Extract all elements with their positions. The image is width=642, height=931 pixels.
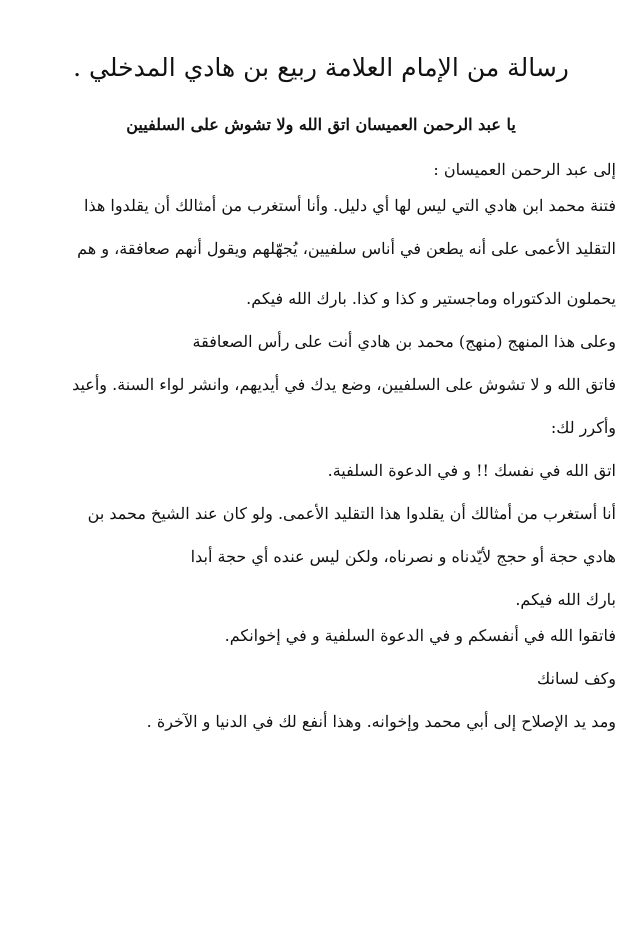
letter-line: بارك الله فيكم. <box>515 590 616 609</box>
letter-line: وأكرر لك: <box>550 418 616 437</box>
letter-line: أنا أستغرب من أمثالك أن يقلدوا هذا التقليد الأعمى. ولو كان عند الشيخ محمد بن <box>87 504 616 523</box>
letter-line: فاتقوا الله في أنفسكم و في الدعوة السلفية و في إخوانكم. <box>224 626 616 645</box>
document-title: رسالة من الإمام العلامة ربيع بن هادي المدخلي . <box>73 53 569 82</box>
letter-line: ومد يد الإصلاح إلى أبي محمد وإخوانه. وهذا أنفع لك في الدنيا و الآخرة . <box>146 712 616 731</box>
letter-line: فتنة محمد ابن هادي التي ليس لها أي دليل. وأنا أستغرب من أمثالك أن يقلدوا هذا <box>84 196 616 215</box>
letter-line: وعلى هذا المنهج (منهج) محمد بن هادي أنت على رأس الصعافقة <box>192 332 616 351</box>
letter-line: فاتق الله و لا تشوش على السلفيين، وضع يدك في أيديهم، وانشر لواء السنة. وأعيد <box>72 375 616 394</box>
letter-line: وكف لسانك <box>537 669 616 688</box>
document-subtitle: يا عبد الرحمن العميسان اتق الله ولا تشوش على السلفيين <box>126 115 516 134</box>
letter-body <box>56 152 616 740</box>
letter-line: التقليد الأعمى على أنه يطعن في أناس سلفيين، يُجهّلهم ويقول أنهم صعافقة، و هم <box>77 239 616 258</box>
letter-line: يحملون الدكتوراه وماجستير و كذا و كذا. بارك الله فيكم. <box>246 289 616 308</box>
letter-line: هادي حجة أو حجج لأيّدناه و نصرناه، ولكن ليس عنده أي حجة أبدا <box>190 547 616 566</box>
letter-line: إلى عبد الرحمن العميسان : <box>433 160 616 179</box>
letter-line: اتق الله في نفسك !! و في الدعوة السلفية. <box>327 461 616 480</box>
